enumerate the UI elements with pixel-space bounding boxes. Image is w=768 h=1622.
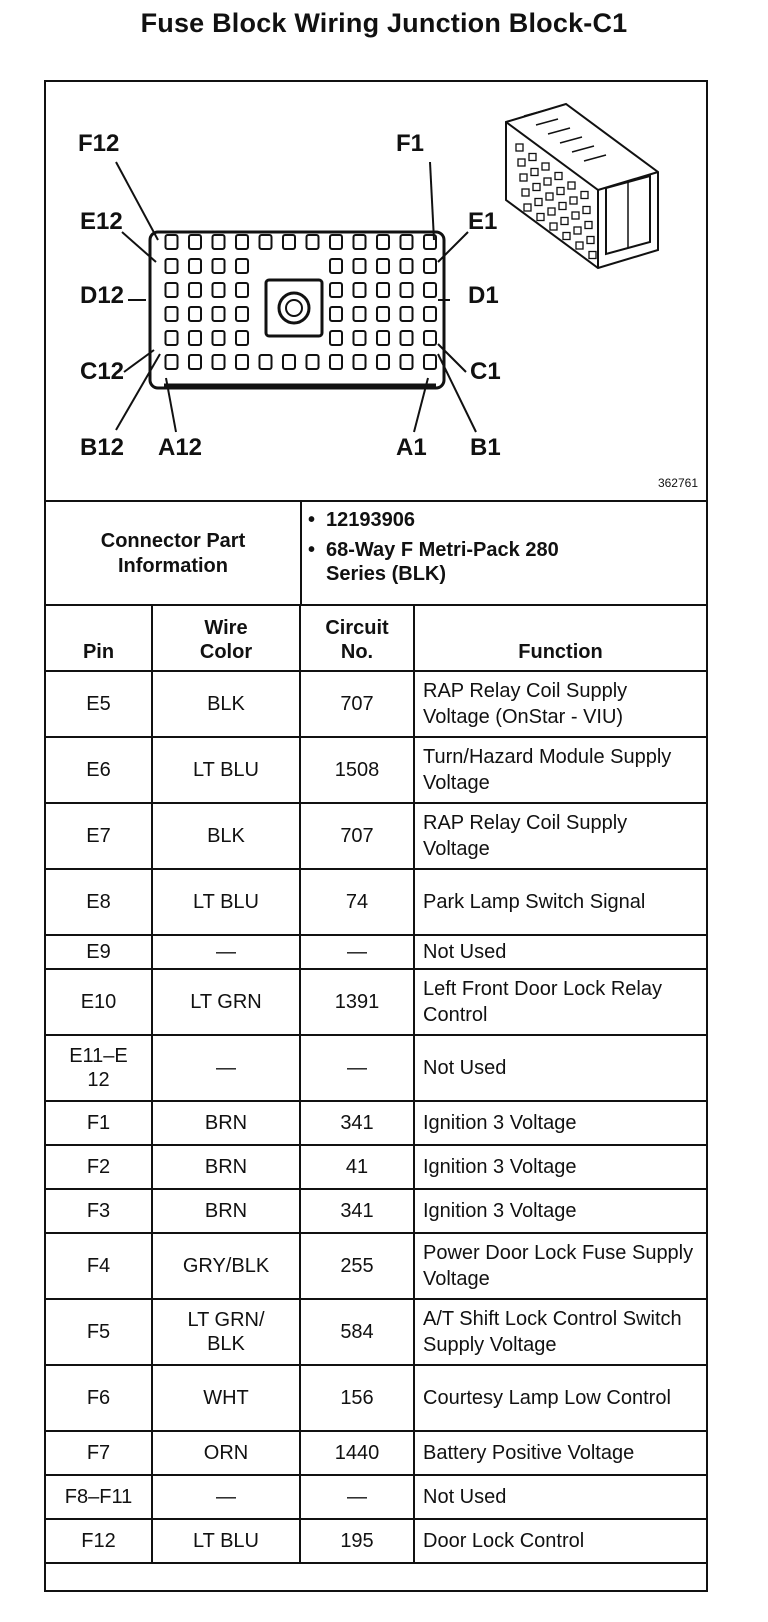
pin-cavity xyxy=(401,331,413,345)
circuit-cell: 1391 xyxy=(300,969,414,1035)
center-lock xyxy=(266,280,322,336)
pin-cavity xyxy=(377,307,389,321)
pin-cavity xyxy=(330,307,342,321)
pin-cavity xyxy=(377,283,389,297)
iso-cavity xyxy=(574,227,581,234)
pin-cavity xyxy=(307,355,319,369)
function-cell: Battery Positive Voltage xyxy=(414,1431,706,1475)
pin-cavity xyxy=(377,355,389,369)
label-f1: F1 xyxy=(396,130,425,157)
pin-cell: F3 xyxy=(46,1189,152,1233)
iso-cavity xyxy=(583,207,590,214)
wire-color-cell: LT GRN xyxy=(152,969,300,1035)
pin-cavity xyxy=(260,235,272,249)
connector-info xyxy=(46,500,706,606)
pin-cell: E8 xyxy=(46,869,152,935)
table-row xyxy=(46,869,706,935)
pin-cavity xyxy=(330,259,342,273)
pin-cell: F8–F11 xyxy=(46,1475,152,1519)
function-cell: Power Door Lock Fuse Supply Voltage xyxy=(414,1233,706,1299)
table-row xyxy=(46,1189,706,1233)
table-row xyxy=(46,737,706,803)
pin-cavity xyxy=(189,307,201,321)
circuit-cell: 156 xyxy=(300,1365,414,1431)
pin-cavity xyxy=(189,235,201,249)
circuit-cell: 74 xyxy=(300,869,414,935)
wire-color-cell: BRN xyxy=(152,1145,300,1189)
function-cell: Not Used xyxy=(414,1475,706,1519)
wire-color-cell: — xyxy=(152,1035,300,1101)
pin-cavity xyxy=(330,355,342,369)
iso-cavity xyxy=(522,189,529,196)
pin-cavity xyxy=(354,307,366,321)
pin-cavity xyxy=(260,355,272,369)
pin-cell: F4 xyxy=(46,1233,152,1299)
wire-color-cell: ORN xyxy=(152,1431,300,1475)
table-row xyxy=(46,1475,706,1519)
pin-cavity xyxy=(424,307,436,321)
pin-cavity xyxy=(424,331,436,345)
pin-cell: E7 xyxy=(46,803,152,869)
wire-color-cell: BLK xyxy=(152,671,300,737)
iso-cavity xyxy=(572,212,579,219)
table-row xyxy=(46,1035,706,1101)
pin-cavity xyxy=(401,259,413,273)
table-row xyxy=(46,671,706,737)
function-cell: Not Used xyxy=(414,935,706,969)
pin-cell: F1 xyxy=(46,1101,152,1145)
iso-cavity xyxy=(581,192,588,199)
pin-cavity xyxy=(236,355,248,369)
leader-c1 xyxy=(438,344,466,372)
header-wire-color: Wire Color xyxy=(152,605,300,671)
pin-cavity xyxy=(236,235,248,249)
pin-cell: F6 xyxy=(46,1365,152,1431)
iso-cavity xyxy=(585,222,592,229)
pin-cavity xyxy=(377,235,389,249)
pin-cavity xyxy=(401,235,413,249)
wire-color-cell: LT BLU xyxy=(152,1519,300,1563)
pin-cell: F12 xyxy=(46,1519,152,1563)
iso-cavity xyxy=(563,233,570,240)
pin-cavity xyxy=(354,355,366,369)
table-row xyxy=(46,969,706,1035)
wire-color-cell: — xyxy=(152,1475,300,1519)
function-cell: Ignition 3 Voltage xyxy=(414,1189,706,1233)
pin-cavity xyxy=(330,283,342,297)
connector-frame xyxy=(44,80,708,1592)
pin-cell: E6 xyxy=(46,737,152,803)
label-d1: D1 xyxy=(468,282,499,309)
circuit-cell: 1440 xyxy=(300,1431,414,1475)
wire-color-cell: LT BLU xyxy=(152,737,300,803)
pin-cavity xyxy=(189,355,201,369)
figure-number: 362761 xyxy=(657,476,698,490)
iso-cavity xyxy=(570,197,577,204)
pin-cavity xyxy=(213,235,225,249)
pin-cavity xyxy=(236,331,248,345)
pin-cavity xyxy=(189,259,201,273)
iso-cavity xyxy=(587,237,594,244)
iso-cavity xyxy=(557,188,564,195)
iso-cavity xyxy=(535,199,542,206)
wire-color-cell: BRN xyxy=(152,1189,300,1233)
pin-cavity xyxy=(424,259,436,273)
circuit-cell: 341 xyxy=(300,1189,414,1233)
label-e12: E12 xyxy=(80,208,123,235)
iso-cavity xyxy=(524,204,531,211)
function-cell: Turn/Hazard Module Supply Voltage xyxy=(414,737,706,803)
wire-color-cell: LT BLU xyxy=(152,869,300,935)
header-pin: Pin xyxy=(46,605,152,671)
pin-cell: E11–E12 xyxy=(46,1035,152,1101)
pin-cavity xyxy=(354,259,366,273)
pin-cavity xyxy=(330,331,342,345)
circuit-cell: 707 xyxy=(300,803,414,869)
function-cell: RAP Relay Coil Supply Voltage xyxy=(414,803,706,869)
pin-cell: E9 xyxy=(46,935,152,969)
wire-color-cell: BLK xyxy=(152,803,300,869)
pin-cavity xyxy=(377,331,389,345)
function-cell: A/T Shift Lock Control Switch Supply Voltage xyxy=(414,1299,706,1365)
pin-cavity xyxy=(330,235,342,249)
pin-cavity xyxy=(354,235,366,249)
iso-cavity xyxy=(542,163,549,170)
function-cell: Courtesy Lamp Low Control xyxy=(414,1365,706,1431)
table-row xyxy=(46,1101,706,1145)
pin-cavity xyxy=(377,259,389,273)
table-row xyxy=(46,1365,706,1431)
iso-cavity xyxy=(529,154,536,161)
pin-cavity xyxy=(354,283,366,297)
pin-cavity xyxy=(213,259,225,273)
label-a1: A1 xyxy=(396,434,427,461)
circuit-cell: — xyxy=(300,935,414,969)
connector-info-label: Connector Part Information xyxy=(46,502,302,606)
pin-cell: E10 xyxy=(46,969,152,1035)
pin-cavity xyxy=(401,307,413,321)
iso-cavity xyxy=(537,214,544,221)
iso-cavity xyxy=(568,182,575,189)
header-circuit-no: Circuit No. xyxy=(300,605,414,671)
label-c12: C12 xyxy=(80,358,125,385)
wire-color-cell: — xyxy=(152,935,300,969)
table-row xyxy=(46,935,706,969)
pin-cavity xyxy=(166,283,178,297)
page-title: Fuse Block Wiring Junction Block-C1 xyxy=(140,8,628,38)
circuit-cell: 41 xyxy=(300,1145,414,1189)
circuit-cell: 341 xyxy=(300,1101,414,1145)
pin-cavity xyxy=(166,259,178,273)
iso-cavity xyxy=(531,169,538,176)
iso-cavity xyxy=(548,208,555,215)
function-cell: RAP Relay Coil Supply Voltage (OnStar - VIU) xyxy=(414,671,706,737)
function-cell: Park Lamp Switch Signal xyxy=(414,869,706,935)
pin-cavity xyxy=(401,283,413,297)
pin-cavity xyxy=(424,283,436,297)
label-f12: F12 xyxy=(78,130,120,157)
table-row xyxy=(46,1431,706,1475)
label-a12: A12 xyxy=(158,434,203,461)
function-cell: Door Lock Control xyxy=(414,1519,706,1563)
table-row xyxy=(46,1145,706,1189)
wire-color-cell: LT GRN/ BLK xyxy=(152,1299,300,1365)
pin-cavity xyxy=(166,235,178,249)
pin-cavity xyxy=(166,331,178,345)
leader-f1 xyxy=(430,162,434,240)
iso-cavity xyxy=(589,252,596,259)
pin-cavity xyxy=(236,259,248,273)
function-cell: Ignition 3 Voltage xyxy=(414,1101,706,1145)
pin-cavity xyxy=(283,235,295,249)
pin-cavity xyxy=(283,355,295,369)
function-cell: Left Front Door Lock Relay Control xyxy=(414,969,706,1035)
circuit-cell: 707 xyxy=(300,671,414,737)
label-e1: E1 xyxy=(468,208,498,235)
pin-table-header xyxy=(46,605,706,671)
function-cell: Ignition 3 Voltage xyxy=(414,1145,706,1189)
iso-cavity xyxy=(546,193,553,200)
pin-cavity xyxy=(166,307,178,321)
label-b12: B12 xyxy=(80,434,125,461)
table-row xyxy=(46,1299,706,1365)
pin-table xyxy=(46,604,706,1564)
iso-cavity xyxy=(559,203,566,210)
circuit-cell: — xyxy=(300,1035,414,1101)
pin-cell: F5 xyxy=(46,1299,152,1365)
iso-cavity xyxy=(550,223,557,230)
circuit-cell: — xyxy=(300,1475,414,1519)
pin-cell: F7 xyxy=(46,1431,152,1475)
circuit-cell: 1508 xyxy=(300,737,414,803)
iso-cavity xyxy=(576,242,583,249)
function-cell: Not Used xyxy=(414,1035,706,1101)
label-d12: D12 xyxy=(80,282,125,309)
pin-cavity xyxy=(189,331,201,345)
iso-cavity xyxy=(520,174,527,181)
connector-face-drawing xyxy=(46,82,706,500)
label-b1: B1 xyxy=(470,434,501,461)
pin-cavity xyxy=(354,331,366,345)
pin-cavity xyxy=(213,307,225,321)
table-row xyxy=(46,1233,706,1299)
pin-cavity xyxy=(166,355,178,369)
iso-cavity xyxy=(516,144,523,151)
pin-cavity xyxy=(213,283,225,297)
circuit-cell: 584 xyxy=(300,1299,414,1365)
table-row xyxy=(46,803,706,869)
pin-cell: F2 xyxy=(46,1145,152,1189)
connector-type: • 68-Way F Metri-Pack 280 Series (BLK) xyxy=(304,538,616,586)
wire-color-cell: WHT xyxy=(152,1365,300,1431)
iso-cavity xyxy=(544,178,551,185)
connector-diagram xyxy=(46,82,706,500)
pin-cavity xyxy=(236,283,248,297)
pin-cavity xyxy=(189,283,201,297)
circuit-cell: 255 xyxy=(300,1233,414,1299)
header-function: Function xyxy=(414,605,706,671)
pin-cavity xyxy=(213,355,225,369)
wire-color-cell: GRY/BLK xyxy=(152,1233,300,1299)
pin-cavity xyxy=(213,331,225,345)
iso-cavity xyxy=(533,184,540,191)
wire-color-cell: BRN xyxy=(152,1101,300,1145)
connector-info-items xyxy=(304,508,616,592)
iso-cavity xyxy=(518,159,525,166)
pin-cavity xyxy=(401,355,413,369)
label-c1: C1 xyxy=(470,358,501,385)
connector-part-number: • 12193906 xyxy=(304,508,616,532)
table-row xyxy=(46,1519,706,1563)
iso-cavity xyxy=(561,218,568,225)
circuit-cell: 195 xyxy=(300,1519,414,1563)
pin-cavity xyxy=(236,307,248,321)
pin-cavity xyxy=(424,355,436,369)
pin-cavity xyxy=(307,235,319,249)
iso-cavity xyxy=(555,173,562,180)
pin-cell: E5 xyxy=(46,671,152,737)
